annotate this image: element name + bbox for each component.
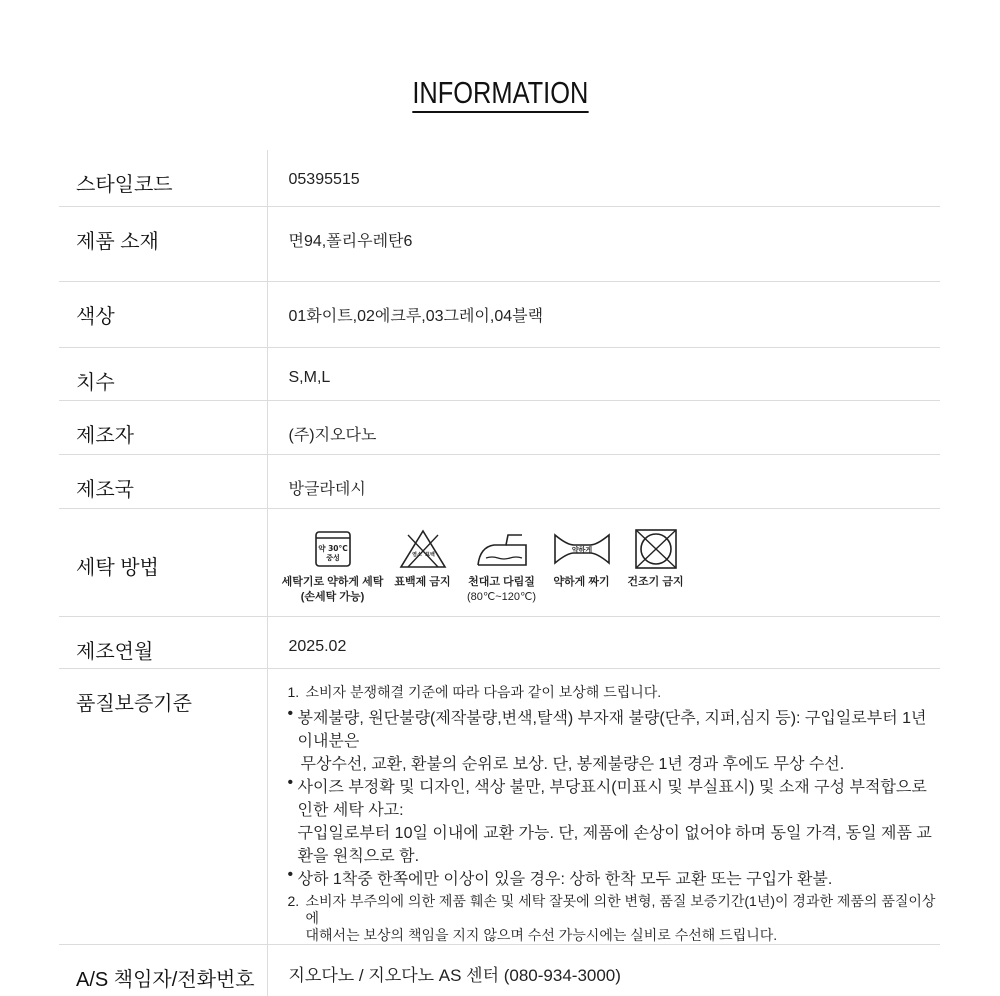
table-row [59, 281, 940, 347]
row-label: 제조자 [59, 400, 267, 454]
list-item: • 상하 1착중 한쪽에만 이상이 있을 경우: 상하 한착 모두 교환 또는 구입가 환불. [287, 865, 833, 888]
row-label: 스타일코드 [59, 150, 267, 206]
no-bleach-icon [398, 529, 448, 569]
table-row [59, 944, 940, 996]
row-value: 면94,폴리우레탄6 [288, 232, 413, 250]
bleach-icon-text-1: 염소 [411, 551, 422, 558]
row-label: 치수 [59, 347, 267, 400]
page-title-wrap [0, 76, 1000, 113]
care-item-iron [462, 529, 542, 605]
list-item: • 사이즈 부정확 및 디자인, 색상 불만, 부당표시(미표시 및 부실표시) 및 소재 구성 부적합으로 인한 세탁 사고: 구입일로부터 10일 이내에 교환 가능. 단, 제품에 손상이 없어야 하며 동일 가격, 동일 제품 교환을 원칙으로 함. [287, 773, 932, 865]
row-label: 제조국 [59, 454, 267, 508]
care-caption-sub: (손세탁 가능) [300, 590, 365, 603]
wash-icon-temp: 약 30°C [317, 543, 348, 553]
wash-30-icon [313, 529, 353, 569]
row-label: A/S 책임자/전화번호 [59, 944, 267, 996]
table-row [59, 400, 940, 454]
page-title: INFORMATION [412, 76, 588, 113]
row-label: 제품 소재 [59, 206, 267, 281]
care-labels [267, 508, 940, 616]
row-value: 2025.02 [288, 637, 347, 655]
list-item: • 봉제불량, 원단불량(제작불량,변색,탈색) 부자재 불량(단추, 지퍼,심지 등): 구입일로부터 1년 이내분은 무상수선, 교환, 환불의 순위로 보상. 단, 봉제불량은 1년 경과 후에도 무상 수선. [287, 704, 927, 773]
care-item-wash [282, 529, 384, 605]
row-value: 05395515 [288, 171, 360, 188]
care-caption: 건조기 금지 [627, 575, 684, 588]
row-value: 방글라데시 [288, 480, 366, 498]
care-caption-sub: (80℃~120℃) [466, 590, 537, 603]
row-value: S,M,L [288, 368, 331, 386]
row-label: 색상 [59, 281, 267, 347]
care-item-wring [542, 529, 622, 605]
wring-icon-text: 약하게 [571, 545, 592, 554]
bleach-icon-text-2: 표백 [424, 551, 435, 558]
care-item-dryer [622, 529, 690, 605]
table-row [59, 347, 940, 400]
table-row [59, 206, 940, 281]
table-row [59, 508, 940, 616]
wring-gently-icon [552, 529, 612, 569]
row-value: (주)지오다노 [288, 426, 377, 444]
table-row [59, 668, 940, 944]
quality-standard [267, 668, 940, 944]
wash-icon-neutral: 중성 [325, 553, 340, 562]
row-label: 제조연월 [59, 616, 267, 668]
list-item: 2. 소비자 부주의에 의한 제품 훼손 및 세탁 잘못에 의한 변형, 품질 보증기간(1년)이 경과한 제품의 품질이상에 대해서는 보상의 책임을 지지 않으며 수선 가능시에는 실비로 수선해 드립니다. [287, 892, 936, 943]
row-label: 품질보증기준 [59, 668, 267, 944]
row-value: 01화이트,02에크루,03그레이,04블랙 [288, 307, 544, 325]
product-info-table [59, 150, 940, 996]
iron-icon [472, 529, 532, 569]
care-caption: 천대고 다림질 [468, 575, 535, 588]
table-row [59, 454, 940, 508]
care-caption: 표백제 금지 [394, 575, 451, 588]
table-row [59, 150, 940, 206]
table-row [59, 616, 940, 668]
care-item-bleach [384, 529, 462, 605]
list-item: 1. 소비자 분쟁해결 기준에 따라 다음과 같이 보상해 드립니다. [287, 683, 662, 700]
care-caption: 약하게 짜기 [553, 575, 610, 588]
no-tumble-dry-icon [633, 529, 679, 569]
row-value: 지오다노 / 지오다노 AS 센터 (080-934-3000) [288, 965, 621, 985]
row-label: 세탁 방법 [59, 508, 267, 616]
care-caption: 세탁기로 약하게 세탁 [281, 575, 384, 588]
